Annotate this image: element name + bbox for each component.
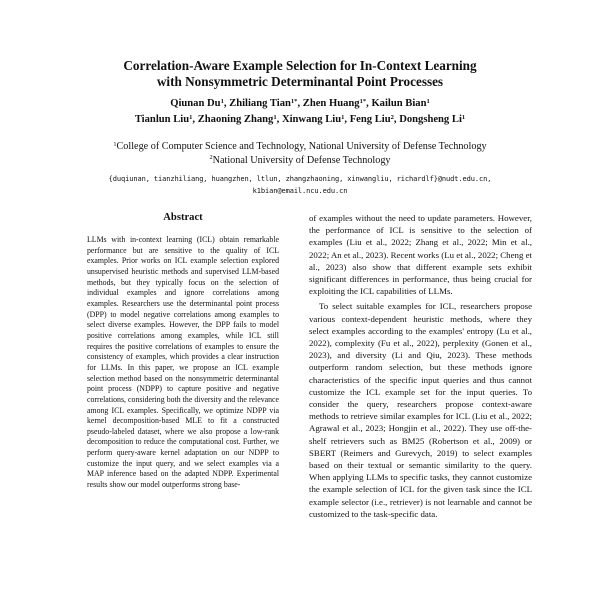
author-name: Tianlun Liu xyxy=(134,114,190,125)
right-column xyxy=(309,212,532,520)
affiliation-mark: 2 xyxy=(209,154,213,162)
author-line-2: Tianlun Liu$^1$, Zhaoning Zhang$^1$, Xinwang Liu$^1$, Feng Liu$^2$, Dongsheng Li$^1$ xyxy=(134,113,466,125)
author-name: Feng Liu xyxy=(349,114,391,125)
title-line: Correlation-Aware Example Selection for In-Context Learning xyxy=(123,58,477,73)
author-affil-mark: 1 xyxy=(273,113,277,121)
author-name: Kailun Bian xyxy=(371,98,427,109)
author-affil-mark: 1 xyxy=(426,97,430,105)
affiliation-text: National University of Defense Technology xyxy=(212,154,391,166)
affiliation-mark: 1 xyxy=(113,140,117,148)
author-name: Zhaoning Zhang xyxy=(197,114,274,125)
abstract-text: LLMs with in-context learning (ICL) obtain remarkable performance but are sensitive to the quality of ICL examples. Prior works on ICL example selection explored unsupervised heuristic methods and supervised LLM-based methods, but they typically focus on the selection of individual examples and ignore correlations among examples. Researchers use the determinantal point process (DPP) to model negative correlations among examples to select diverse examples. However, the DPP fails to model positive correlations among examples, while ICL still requires the positive correlations of examples to ensure the consistency of examples, which provides a clear instruction for LLMs. In this paper, we propose an ICL example selection method based on the nonsymmetric determinantal point process (NDPP) to capture positive and negative correlations, considering both the diversity and the relevance among ICL examples. Specifically, we optimize NDPP via kernel decomposition-based MLE to fit a constructed pseudo-labeled dataset, where we also propose a low-rank decomposition to reduce the computational cost. Further, we perform query-aware kernel adaptation on our NDPP to customize the input query, and we select examples via a MAP inference based on the adapted NDPP. Experimental results show our model outperforms strong base- xyxy=(87,235,279,490)
affiliations xyxy=(60,141,540,168)
affiliation-2 xyxy=(60,155,540,169)
email-line: k1bian@email.ncu.edu.cn xyxy=(252,187,348,195)
author-line-1: Qiunan Du$^1$, Zhiliang Tian$^{1*}$, Zhen Huang$^{1*}$, Kailun Bian$^1$ xyxy=(170,97,430,109)
author-affil-mark: 2 xyxy=(390,113,394,121)
email-line: {duqiunan, tianzhiliang, huangzhen, ltlun, zhangzhaoning, xinwangliu, richardlf}@nudt.edu.cn, xyxy=(108,175,492,183)
author-name: Xinwang Liu xyxy=(281,114,342,125)
body-paragraph: To select suitable examples for ICL, researchers propose various context-dependent heuristic methods, where they select examples according to the examples' entropy (Lu et al., 2022), complexity (Fu et al., 2022), perplexity (Gonen et al., 2023), and diversity (Li and Qiu, 2023). These methods outperform random selection, but these methods ignore characteristics of the specific input queries and thus cannot customize the ICL example set for the input queries. To consider the query, researchers propose context-aware methods to retrieve similar examples for ICL (Liu et al., 2022; Agrawal et al., 2023; Hongjin et al., 2022). They use off-the-shelf retrievers such as BM25 (Robertson et al., 2009) or SBERT (Reimers and Gurevych, 2019) to select examples based on their textual or semantic similarity to the query. When applying LLMs to specific tasks, they cannot customize the example selection of ICL for the given task since the ICL example selector (i.e., retriever) is not learnable and cannot be customized to the task-specific data. xyxy=(309,301,532,519)
author-name: Dongsheng Li xyxy=(399,114,462,125)
affiliation-text: College of Computer Science and Technology, National University of Defense Technology xyxy=(116,141,487,152)
author-affil-mark: 1* xyxy=(290,97,298,105)
author-list xyxy=(60,96,540,128)
author-affil-mark: 1* xyxy=(359,97,367,105)
author-affil-mark: 1 xyxy=(220,97,224,105)
title-line: with Nonsymmetric Determinantal Point Processes xyxy=(156,74,444,89)
abstract-heading: Abstract xyxy=(163,212,203,223)
paper-title xyxy=(60,58,540,90)
author-affil-mark: 1 xyxy=(189,113,193,121)
author-name: Zhen Huang xyxy=(302,98,360,109)
author-name: Zhiliang Tian xyxy=(229,98,291,109)
author-emails xyxy=(60,173,540,197)
author-affil-mark: 1 xyxy=(461,113,466,121)
affiliation-1 xyxy=(60,141,540,155)
left-column xyxy=(87,212,279,491)
author-affil-mark: 1 xyxy=(341,113,345,121)
body-paragraph: of examples without the need to update parameters. However, the performance of ICL is sensitive to the selection of examples (Liu et al., 2022; Zhang et al., 2022; Min et al., 2022; An et al., 2023). Recent works (Lu et al., 2022; Cheng et al., 2023) also show that different example sets exhibit significant differences in performance, thus being crucial for exploiting the ICL capabilities of LLMs. xyxy=(309,213,532,297)
author-name: Qiunan Du xyxy=(170,98,221,109)
